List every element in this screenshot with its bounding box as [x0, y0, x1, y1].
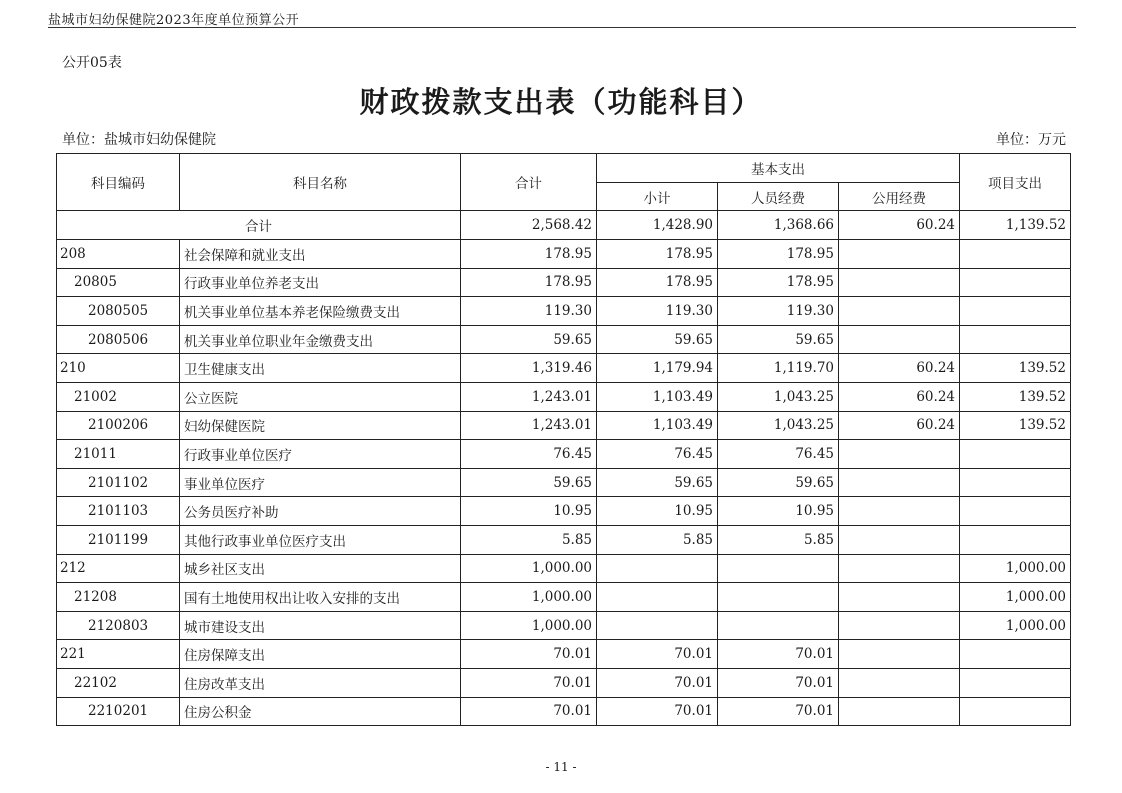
cell-code: 2101199 [57, 525, 180, 554]
col-header-personnel: 人员经费 [718, 183, 839, 211]
cell-project: 1,000.00 [960, 554, 1071, 583]
cell-personnel [718, 554, 839, 583]
total-cell-total: 2,568.42 [461, 211, 597, 240]
total-label: 合计 [57, 211, 461, 240]
cell-project [960, 440, 1071, 469]
cell-code: 2080505 [57, 297, 180, 326]
col-header-code: 科目编码 [57, 154, 180, 211]
cell-public [839, 497, 960, 526]
cell-personnel [718, 583, 839, 612]
cell-public [839, 525, 960, 554]
cell-project [960, 325, 1071, 354]
cell-project: 1,000.00 [960, 611, 1071, 640]
cell-project [960, 640, 1071, 669]
cell-total: 119.30 [461, 297, 597, 326]
cell-public [839, 554, 960, 583]
cell-name: 住房保障支出 [180, 640, 461, 669]
cell-subtotal: 119.30 [597, 297, 718, 326]
cell-personnel [718, 611, 839, 640]
col-header-subtotal: 小计 [597, 183, 718, 211]
cell-name: 社会保障和就业支出 [180, 240, 461, 269]
cell-public [839, 668, 960, 697]
cell-subtotal [597, 583, 718, 612]
table-row [57, 297, 1071, 326]
cell-public [839, 640, 960, 669]
table-row [57, 697, 1071, 726]
cell-total: 70.01 [461, 640, 597, 669]
cell-code: 2120803 [57, 611, 180, 640]
cell-public [839, 440, 960, 469]
cell-code: 22102 [57, 668, 180, 697]
cell-subtotal: 70.01 [597, 697, 718, 726]
cell-personnel: 70.01 [718, 640, 839, 669]
cell-name: 事业单位医疗 [180, 468, 461, 497]
document-header: 盐城市妇幼保健院2023年度单位预算公开 [48, 13, 300, 28]
cell-personnel: 76.45 [718, 440, 839, 469]
cell-code: 2080506 [57, 325, 180, 354]
unit-currency: 单位：万元 [996, 132, 1066, 148]
cell-personnel: 1,043.25 [718, 411, 839, 440]
cell-subtotal: 76.45 [597, 440, 718, 469]
expenditure-table [56, 153, 1071, 726]
cell-public: 60.24 [839, 382, 960, 411]
cell-code: 20805 [57, 268, 180, 297]
cell-name: 卫生健康支出 [180, 354, 461, 383]
cell-project [960, 497, 1071, 526]
total-cell-project: 1,139.52 [960, 211, 1071, 240]
cell-personnel: 59.65 [718, 325, 839, 354]
col-header-total: 合计 [461, 154, 597, 211]
cell-personnel: 70.01 [718, 668, 839, 697]
cell-code: 21208 [57, 583, 180, 612]
cell-name: 妇幼保健医院 [180, 411, 461, 440]
cell-project: 1,000.00 [960, 583, 1071, 612]
cell-public: 60.24 [839, 354, 960, 383]
cell-code: 21002 [57, 382, 180, 411]
cell-personnel: 10.95 [718, 497, 839, 526]
cell-public [839, 583, 960, 612]
cell-subtotal: 1,103.49 [597, 411, 718, 440]
cell-public: 60.24 [839, 411, 960, 440]
col-header-project: 项目支出 [960, 154, 1071, 211]
cell-project: 139.52 [960, 411, 1071, 440]
col-header-basic: 基本支出 [597, 154, 960, 183]
cell-subtotal: 1,179.94 [597, 354, 718, 383]
cell-subtotal: 70.01 [597, 640, 718, 669]
cell-public [839, 611, 960, 640]
cell-project [960, 697, 1071, 726]
cell-name: 机关事业单位职业年金缴费支出 [180, 325, 461, 354]
table-row [57, 268, 1071, 297]
cell-personnel: 1,043.25 [718, 382, 839, 411]
cell-total: 70.01 [461, 668, 597, 697]
cell-total: 1,319.46 [461, 354, 597, 383]
cell-total: 178.95 [461, 240, 597, 269]
cell-name: 住房公积金 [180, 697, 461, 726]
cell-project [960, 240, 1071, 269]
cell-total: 70.01 [461, 697, 597, 726]
header-rule [48, 27, 1076, 28]
cell-personnel: 5.85 [718, 525, 839, 554]
cell-name: 行政事业单位养老支出 [180, 268, 461, 297]
cell-code: 2101102 [57, 468, 180, 497]
table-body [57, 240, 1071, 726]
cell-code: 212 [57, 554, 180, 583]
cell-name: 国有土地使用权出让收入安排的支出 [180, 583, 461, 612]
cell-personnel: 70.01 [718, 697, 839, 726]
cell-subtotal: 70.01 [597, 668, 718, 697]
cell-code: 208 [57, 240, 180, 269]
cell-personnel: 178.95 [718, 268, 839, 297]
table-row [57, 668, 1071, 697]
cell-total: 59.65 [461, 468, 597, 497]
table-row [57, 583, 1071, 612]
total-cell-public: 60.24 [839, 211, 960, 240]
cell-code: 210 [57, 354, 180, 383]
cell-subtotal: 59.65 [597, 325, 718, 354]
cell-name: 公务员医疗补助 [180, 497, 461, 526]
cell-project [960, 525, 1071, 554]
cell-subtotal [597, 554, 718, 583]
cell-subtotal: 10.95 [597, 497, 718, 526]
cell-total: 178.95 [461, 268, 597, 297]
unit-organization: 单位：盐城市妇幼保健院 [62, 132, 216, 148]
cell-public [839, 297, 960, 326]
cell-public [839, 268, 960, 297]
total-row [57, 211, 1071, 240]
cell-subtotal: 178.95 [597, 240, 718, 269]
cell-personnel: 1,119.70 [718, 354, 839, 383]
cell-total: 5.85 [461, 525, 597, 554]
cell-name: 行政事业单位医疗 [180, 440, 461, 469]
table-row [57, 640, 1071, 669]
col-header-name: 科目名称 [180, 154, 461, 211]
total-cell-subtotal: 1,428.90 [597, 211, 718, 240]
form-label: 公开05表 [62, 55, 122, 71]
table-row [57, 411, 1071, 440]
cell-code: 221 [57, 640, 180, 669]
cell-subtotal: 1,103.49 [597, 382, 718, 411]
cell-project [960, 268, 1071, 297]
table-row [57, 468, 1071, 497]
cell-name: 住房改革支出 [180, 668, 461, 697]
cell-public [839, 240, 960, 269]
cell-total: 10.95 [461, 497, 597, 526]
cell-public [839, 697, 960, 726]
page-title: 财政拨款支出表（功能科目） [359, 85, 763, 119]
cell-name: 公立医院 [180, 382, 461, 411]
cell-personnel: 119.30 [718, 297, 839, 326]
cell-total: 76.45 [461, 440, 597, 469]
cell-total: 1,243.01 [461, 411, 597, 440]
cell-public [839, 468, 960, 497]
total-cell-personnel: 1,368.66 [718, 211, 839, 240]
cell-project: 139.52 [960, 382, 1071, 411]
cell-project [960, 297, 1071, 326]
header-row-1 [57, 154, 1071, 183]
cell-code: 2100206 [57, 411, 180, 440]
page-number: - 11 - [545, 760, 577, 774]
cell-subtotal [597, 611, 718, 640]
cell-project: 139.52 [960, 354, 1071, 383]
cell-public [839, 325, 960, 354]
cell-name: 其他行政事业单位医疗支出 [180, 525, 461, 554]
cell-project [960, 468, 1071, 497]
cell-name: 机关事业单位基本养老保险缴费支出 [180, 297, 461, 326]
cell-code: 2101103 [57, 497, 180, 526]
table-row [57, 440, 1071, 469]
cell-total: 59.65 [461, 325, 597, 354]
table-row [57, 554, 1071, 583]
cell-name: 城乡社区支出 [180, 554, 461, 583]
cell-code: 2210201 [57, 697, 180, 726]
cell-subtotal: 178.95 [597, 268, 718, 297]
table-row [57, 325, 1071, 354]
cell-subtotal: 5.85 [597, 525, 718, 554]
cell-total: 1,000.00 [461, 611, 597, 640]
cell-subtotal: 59.65 [597, 468, 718, 497]
cell-project [960, 668, 1071, 697]
table-row [57, 611, 1071, 640]
cell-total: 1,000.00 [461, 583, 597, 612]
cell-total: 1,243.01 [461, 382, 597, 411]
col-header-public: 公用经费 [839, 183, 960, 211]
cell-total: 1,000.00 [461, 554, 597, 583]
cell-personnel: 59.65 [718, 468, 839, 497]
table-row [57, 354, 1071, 383]
cell-code: 21011 [57, 440, 180, 469]
cell-personnel: 178.95 [718, 240, 839, 269]
table-row [57, 497, 1071, 526]
table-row [57, 382, 1071, 411]
cell-name: 城市建设支出 [180, 611, 461, 640]
table-row [57, 525, 1071, 554]
table-row [57, 240, 1071, 269]
